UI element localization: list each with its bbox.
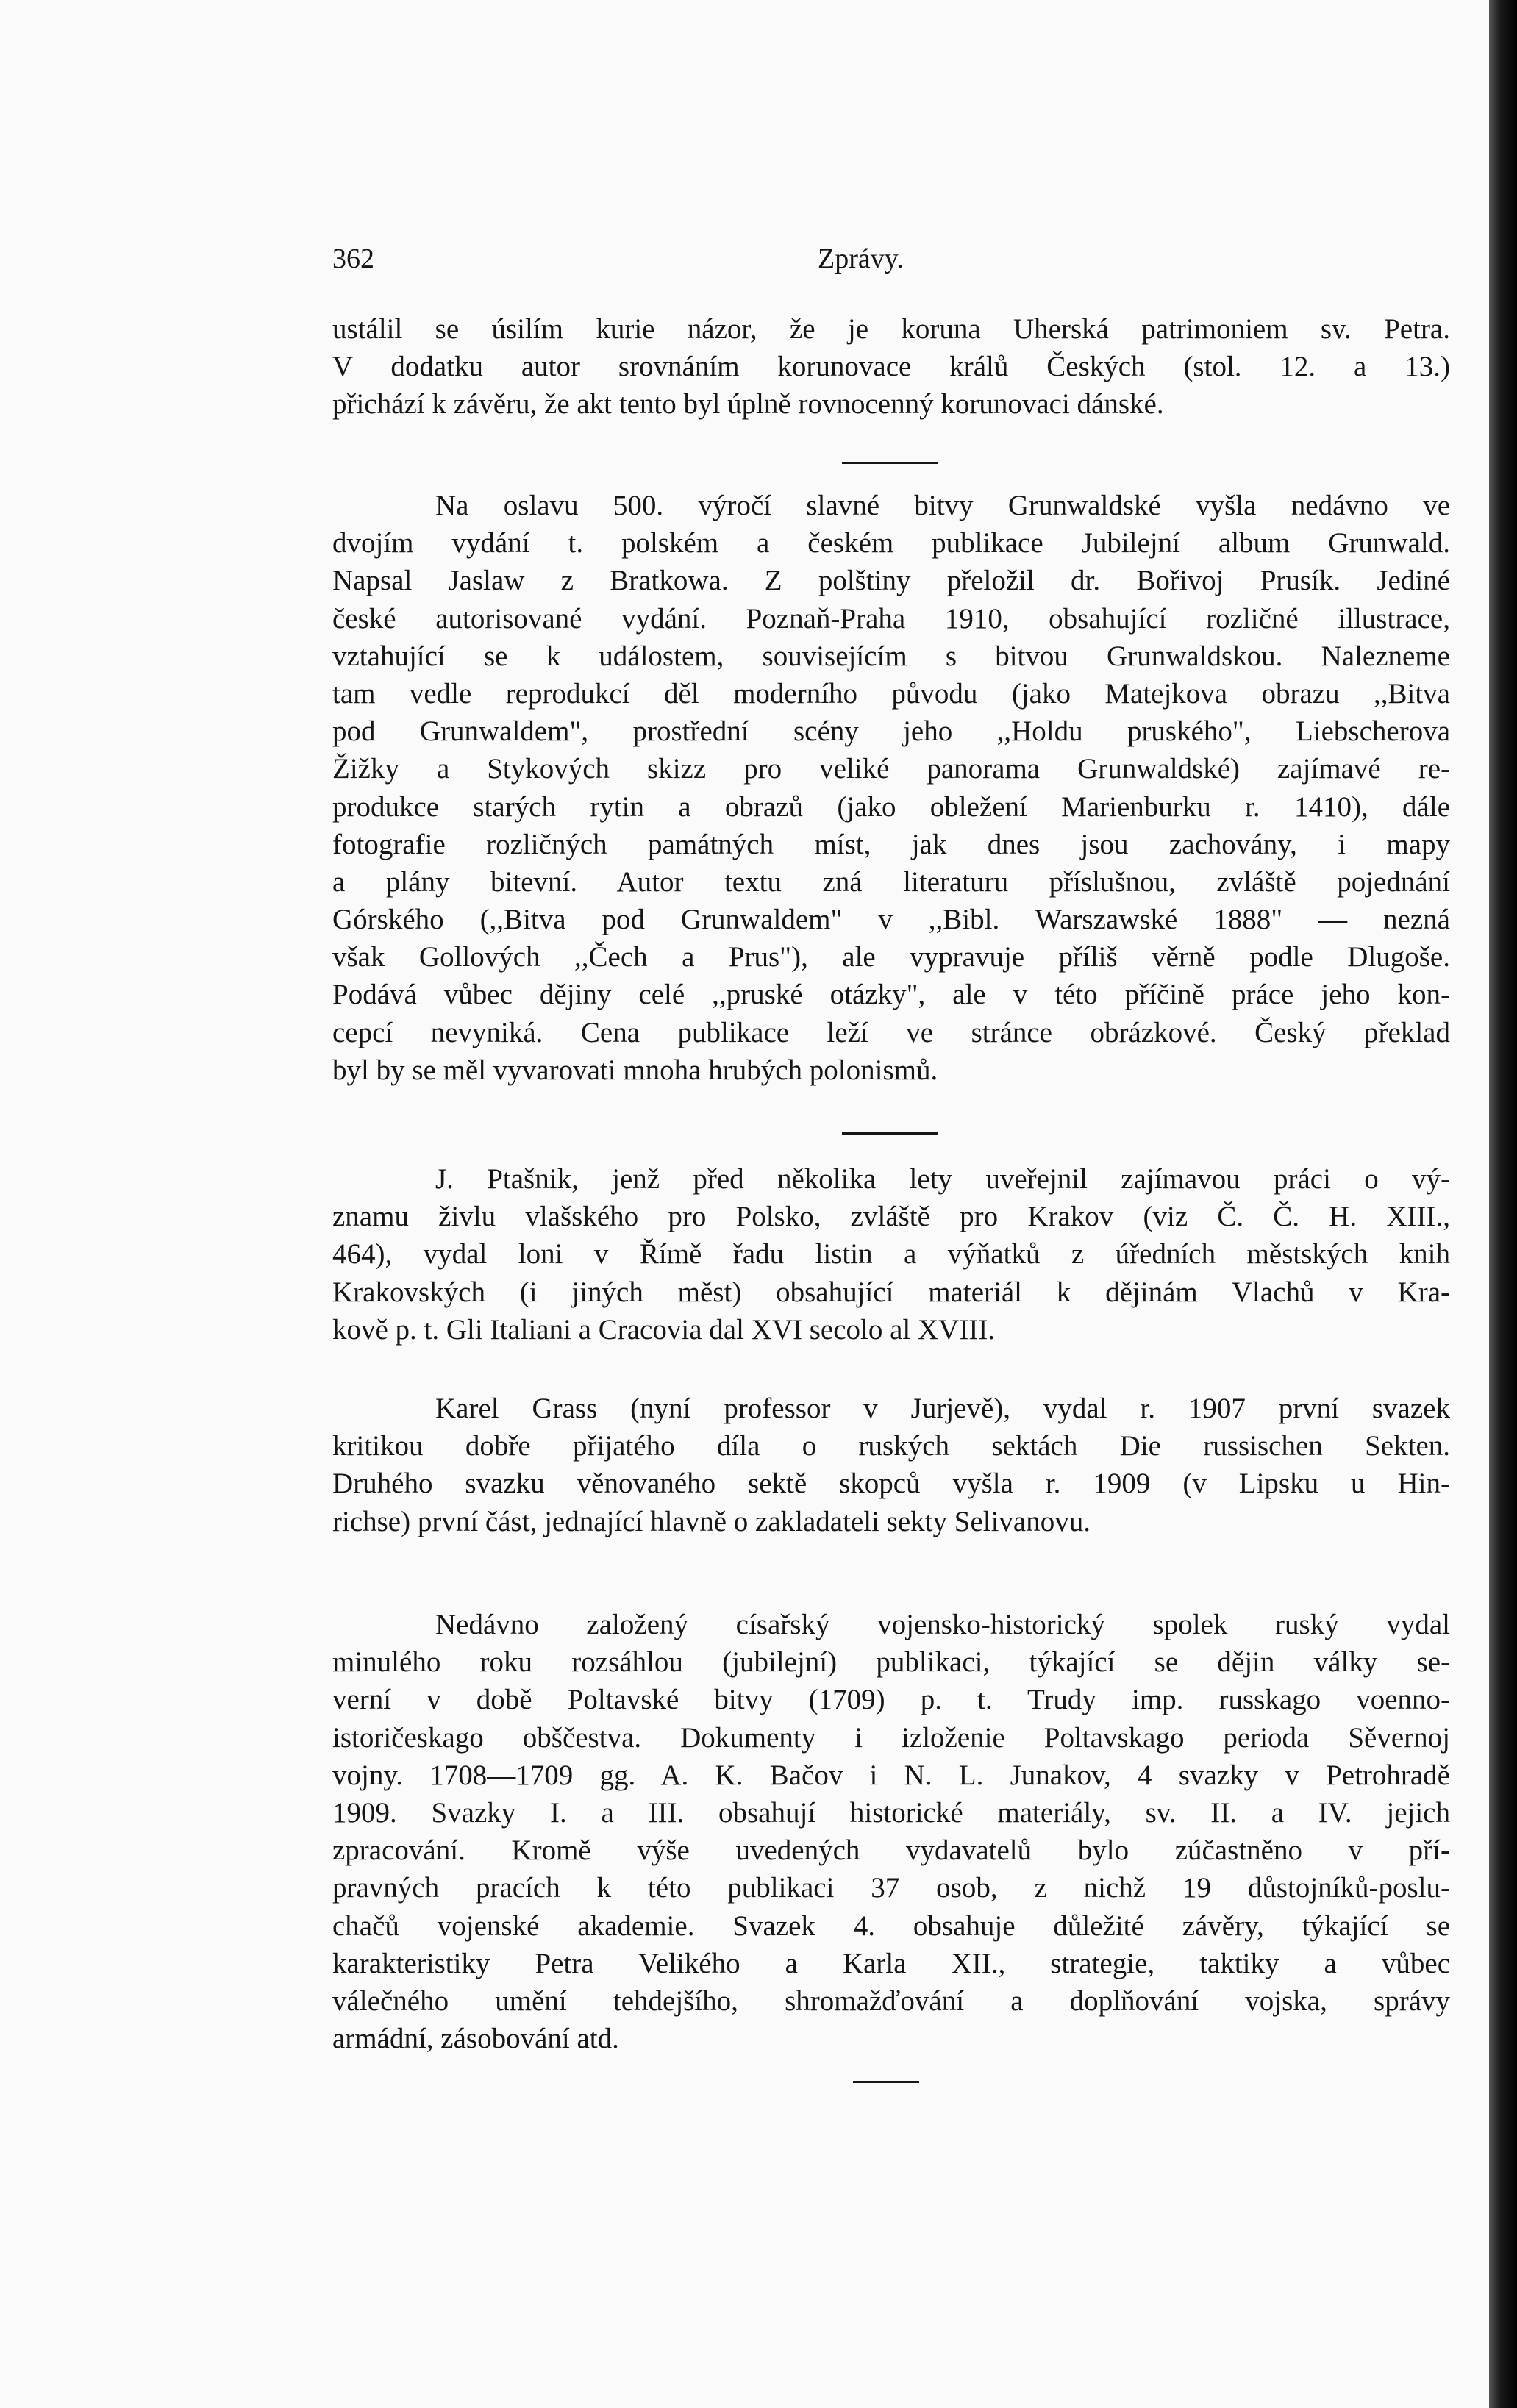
text-line: armádní, zásobování atd.: [332, 2023, 619, 2055]
page-number: 362: [332, 243, 374, 274]
text-line: vztahující se k událostem, souvisejícím s bitvou Grunwaldskou. Nalezneme: [332, 640, 1450, 672]
text-line: istoričeskago obščestva. Dokumenty i izloženie Poltavskago perioda Sěvernoj: [332, 1721, 1450, 1754]
text-line: byl by se měl vyvarovati mnoha hrubých polonismů.: [332, 1054, 938, 1086]
section-divider: [842, 1132, 938, 1135]
text-line: české autorisované vydání. Poznaň-Praha 1910, obsahující rozličné illustrace,: [332, 602, 1450, 635]
paragraph-kurie: [332, 310, 1450, 424]
text-line: znamu živlu vlašského pro Polsko, zvláště pro Krakov (viz Č. Č. H. XIII.,: [332, 1201, 1450, 1233]
text-line: Krakovských (i jiných měst) obsahující materiál k dějinám Vlachů v Kra-: [332, 1276, 1450, 1308]
text-line: 464), vydal loni v Římě řadu listin a výňatků z úředních městských knih: [332, 1238, 1450, 1271]
text-line: však Gollových ,,Čech a Prus"), ale vypravuje příliš věrně podle Dlugoše.: [332, 941, 1450, 973]
text-line: Karel Grass (nyní professor v Jurjevě), vydal r. 1907 první svazek: [435, 1393, 1450, 1424]
section-divider: [842, 462, 938, 464]
paragraph-grass: [332, 1390, 1450, 1540]
text-line: kově p. t. Gli Italiani a Cracovia dal XVI secolo al XVIII.: [332, 1313, 996, 1346]
text-line: válečného umění tehdejšího, shromažďování a doplňování vojska, správy: [332, 1984, 1450, 2017]
running-header: [332, 243, 1450, 287]
text-line: karakteristiky Petra Velikého a Karla XII., strategie, taktiky a vůbec: [332, 1947, 1450, 1979]
paragraph-ptasnik: [332, 1160, 1450, 1348]
text-line: richse) první část, jednající hlavně o zakladateli sekty Selivanovu.: [332, 1505, 1091, 1537]
text-line: minulého roku rozsáhlou (jubilejní) publikaci, týkající se dějin války se-: [332, 1646, 1450, 1679]
text-line: fotografie rozličných památných míst, jak dnes jsou zachovány, i mapy: [332, 828, 1450, 860]
text-line: Górského (,,Bitva pod Grunwaldem" v ,,Bibl. Warszawské 1888" — nezná: [332, 904, 1450, 936]
text-line: produkce starých rytin a obrazů (jako obležení Marienburku r. 1410), dále: [332, 790, 1450, 823]
text-line: 1909. Svazky I. a III. obsahují historické materiály, sv. II. a IV. jejich: [332, 1796, 1450, 1829]
text-line: V dodatku autor srovnáním korunovace králů Českých (stol. 12. a 13.): [332, 351, 1450, 383]
text-line: dvojím vydání t. polském a českém publikace Jubilejní album Grunwald.: [332, 527, 1450, 560]
text-line: kritikou dobře přijatého díla o ruských sektách Die russischen Sekten.: [332, 1430, 1450, 1462]
paragraph-poltava: [332, 1606, 1450, 2057]
text-line: přichází k závěru, že akt tento byl úplně rovnocenný korunovaci dánské.: [332, 388, 1164, 421]
section-divider: [853, 2081, 919, 2083]
text-line: pravných pracích k této publikaci 37 osob, z nichž 19 důstojníků-poslu-: [332, 1872, 1450, 1904]
text-line: chačů vojenské akademie. Svazek 4. obsahuje důležité závěry, týkající se: [332, 1909, 1450, 1942]
text-line: Žižky a Stykových skizz pro veliké panorama Grunwaldské) zajímavé re-: [332, 753, 1450, 785]
text-line: Nedávno založený císařský vojensko-historický spolek ruský vydal: [435, 1609, 1450, 1640]
paragraph-grunwald: [332, 487, 1450, 1089]
text-line: Napsal Jaslaw z Bratkowa. Z polštiny přeložil dr. Bořivoj Prusík. Jediné: [332, 565, 1450, 597]
text-line: pod Grunwaldem", prostřední scény jeho ,,Holdu pruského", Liebscherova: [332, 715, 1450, 748]
text-line: verní v době Poltavské bitvy (1709) p. t. Trudy imp. russkago voenno-: [332, 1684, 1450, 1716]
text-line: tam vedle reprodukcí děl moderního původu (jako Matejkova obrazu ,,Bitva: [332, 677, 1450, 710]
scan-edge: [1489, 0, 1517, 2408]
text-line: Druhého svazku věnovaného sektě skopců vyšla r. 1909 (v Lipsku u Hin-: [332, 1468, 1450, 1500]
text-line: ustálil se úsilím kurie názor, že je koruna Uherská patrimoniem sv. Petra.: [332, 313, 1450, 345]
text-line: vojny. 1708—1709 gg. A. K. Bačov i N. L. Junakov, 4 svazky v Petrohradě: [332, 1759, 1450, 1791]
text-line: cepcí nevyniká. Cena publikace leží ve stránce obrázkové. Český překlad: [332, 1016, 1450, 1048]
text-line: Na oslavu 500. výročí slavné bitvy Grunwaldské vyšla nedávno ve: [435, 490, 1450, 521]
section-title: Zprávy.: [818, 243, 904, 274]
text-line: J. Ptašnik, jenž před několika lety uveřejnil zajímavou práci o vý-: [435, 1163, 1450, 1195]
text-line: Podává vůbec dějiny celé ,,pruské otázky", ale v této příčině práce jeho kon-: [332, 979, 1450, 1011]
text-line: zpracování. Kromě výše uvedených vydavatelů bylo zúčastněno v pří-: [332, 1834, 1450, 1867]
text-line: a plány bitevní. Autor textu zná literaturu příslušnou, zvláště pojednání: [332, 865, 1450, 898]
